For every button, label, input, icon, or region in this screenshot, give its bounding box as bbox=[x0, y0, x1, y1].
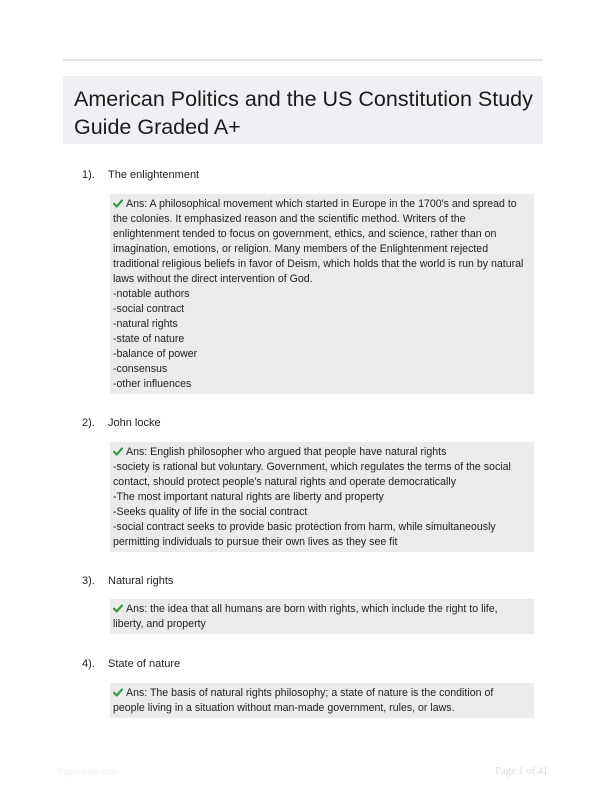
answer-line: traditional religious beliefs in favor of Deism, which holds that the world is run by natural bbox=[113, 258, 524, 270]
answer-box bbox=[110, 599, 534, 634]
answer-box bbox=[110, 194, 534, 394]
question-number: 1). bbox=[82, 169, 95, 181]
question-row bbox=[82, 574, 534, 588]
answer-line: -social contract bbox=[113, 303, 185, 315]
document-title bbox=[72, 85, 535, 141]
question-text: State of nature bbox=[108, 658, 181, 670]
answer-line: -natural rights bbox=[113, 318, 178, 330]
answer-line: laws without the direct intervention of God. bbox=[113, 273, 313, 285]
answer-text: Ans: the idea that all humans are born with rights, which include the right to life, bbox=[126, 603, 498, 615]
question-block-1 bbox=[82, 168, 534, 394]
answer-line: -society is rational but voluntary. Government, which regulates the terms of the social bbox=[113, 461, 511, 473]
answer-line: -Seeks quality of life in the social contract bbox=[113, 506, 308, 518]
answer-text: Ans: A philosophical movement which started in Europe in the 1700's and spread to bbox=[126, 198, 517, 210]
answer-line bbox=[113, 197, 530, 212]
answer-line: the colonies. It emphasized reason and the scientific method. Writers of the bbox=[113, 213, 466, 225]
checkmark-icon bbox=[113, 688, 123, 697]
document-title-line-1: American Politics and the US Constitution Study bbox=[74, 87, 533, 111]
answer-box bbox=[110, 683, 534, 718]
answer-line: contact, should protect people's natural rights and operate democratically bbox=[113, 476, 456, 488]
answer-line: enlightenment tended to focus on government, ethics, and science, rather than on bbox=[113, 228, 497, 240]
answer-line: liberty, and property bbox=[113, 618, 206, 630]
answer-line: imagination, emotions, or religion. Many members of the Enlightenment rejected bbox=[113, 243, 489, 255]
question-number: 2). bbox=[82, 417, 95, 429]
question-block-4 bbox=[82, 657, 534, 718]
footer-watermark: Paperwibe.com bbox=[57, 767, 120, 777]
document-title-line-2: Guide Graded A+ bbox=[74, 115, 241, 139]
title-banner bbox=[63, 76, 543, 144]
question-row bbox=[82, 416, 534, 430]
answer-line: -The most important natural rights are liberty and property bbox=[113, 491, 384, 503]
answer-text: Ans: English philosopher who argued that people have natural rights bbox=[126, 446, 447, 458]
question-row bbox=[82, 168, 534, 182]
answer-line: people living in a situation without man-made government, rules, or laws. bbox=[113, 702, 455, 714]
question-text: John locke bbox=[108, 417, 161, 429]
answer-line: -other influences bbox=[113, 378, 192, 390]
checkmark-icon bbox=[113, 199, 123, 208]
question-text: Natural rights bbox=[108, 575, 174, 587]
answer-line: -state of nature bbox=[113, 333, 185, 345]
answer-line bbox=[113, 602, 530, 617]
answer-line: -balance of power bbox=[113, 348, 198, 360]
question-row bbox=[82, 657, 534, 671]
checkmark-icon bbox=[113, 604, 123, 613]
answer-line: -notable authors bbox=[113, 288, 190, 300]
answer-text: Ans: The basis of natural rights philosophy; a state of nature is the condition of bbox=[126, 687, 494, 699]
answer-line: -consensus bbox=[113, 363, 168, 375]
question-block-2 bbox=[82, 416, 534, 552]
question-text: The enlightenment bbox=[108, 169, 200, 181]
page-number: Page 1 of 41 bbox=[495, 766, 548, 777]
checkmark-icon bbox=[113, 447, 123, 456]
answer-line: permitting individuals to pursue their own lives as they see fit bbox=[113, 536, 398, 548]
answer-line bbox=[113, 445, 530, 460]
answer-line bbox=[113, 686, 530, 701]
question-number: 4). bbox=[82, 658, 95, 670]
top-divider bbox=[63, 59, 543, 61]
answer-line: -social contract seeks to provide basic protection from harm, while simultaneously bbox=[113, 521, 496, 533]
answer-box bbox=[110, 442, 534, 552]
question-number: 3). bbox=[82, 575, 95, 587]
question-block-3 bbox=[82, 574, 534, 634]
